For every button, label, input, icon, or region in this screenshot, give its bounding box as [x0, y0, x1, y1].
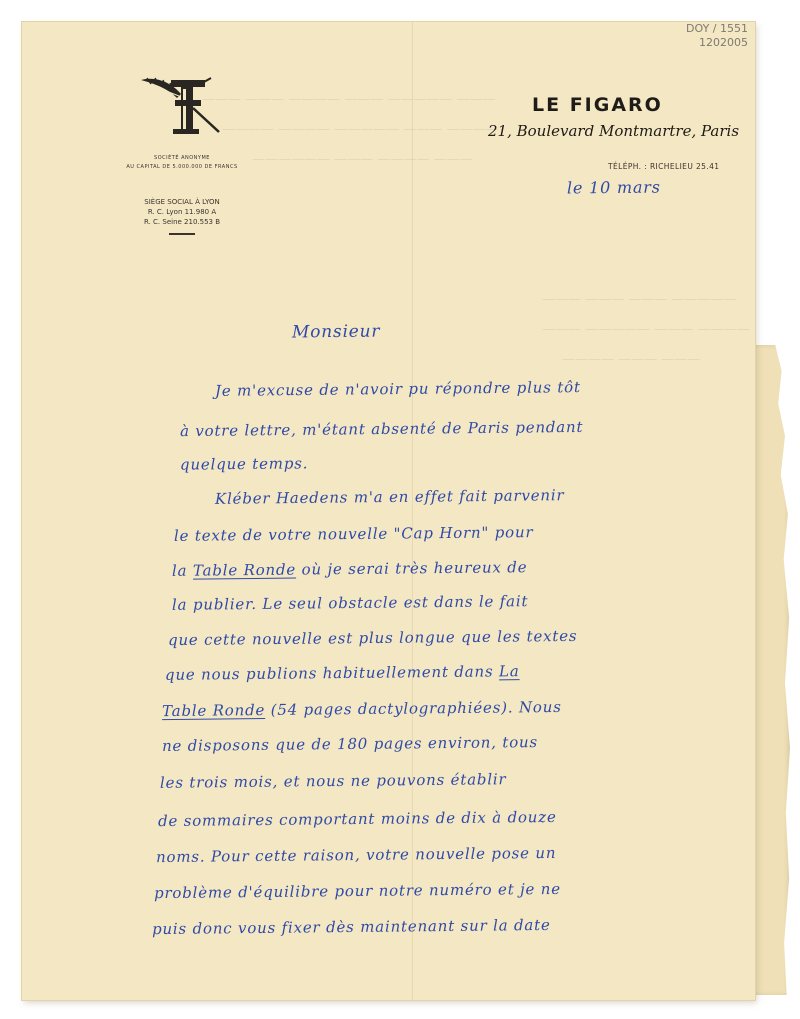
registered-office-info — [112, 197, 252, 235]
newspaper-masthead: LE FIGARO — [532, 94, 663, 116]
bleed-through-text: ——— ——— ———— — [562, 352, 701, 367]
letter-line: quelque temps. — [179, 454, 309, 474]
archive-reference — [658, 22, 748, 50]
company-legal-info — [92, 154, 272, 172]
letter-line: Je m'excuse de n'avoir pu répondre plus tôt — [214, 378, 581, 400]
letter-line: que nous publions habituellement dans La — [164, 662, 520, 684]
letter-line: puis donc vous fixer dès maintenant sur la date — [151, 915, 551, 939]
figaro-quill-logo-icon — [137, 74, 227, 139]
letter-line: les trois mois, et nous ne pouvons établir — [159, 770, 507, 792]
archive-ref-line2: 1202005 — [699, 36, 748, 49]
letter-line: Table Ronde (54 pages dactylographiées). Nous — [161, 697, 562, 721]
letter-line: le texte de votre nouvelle "Cap Horn" pour — [173, 523, 534, 545]
company-type: SOCIÉTÉ ANONYME — [154, 155, 210, 161]
letter-date: le 10 mars — [566, 177, 661, 198]
bleed-through-text: ——— ———— ——— —————— — [252, 152, 473, 167]
telephone-number: TÉLÉPH. : RICHELIEU 25.41 — [608, 162, 720, 171]
newspaper-address: 21, Boulevard Montmartre, Paris — [488, 122, 740, 140]
bleed-through-text: ———— ——— ————— ——— — [542, 322, 750, 337]
bleed-through-text: ———— ——— ————— ———— ———— — [222, 122, 499, 137]
letter-line: la publier. Le seul obstacle est dans le fait — [171, 592, 529, 614]
letter-salutation: Monsieur — [291, 321, 381, 343]
underlined-title: Table Ronde — [192, 560, 297, 580]
registration-lyon: R. C. Lyon 11.980 A — [147, 208, 217, 216]
underlined-title: La — [498, 662, 520, 681]
letter-page — [22, 22, 755, 1000]
letter-line: que cette nouvelle est plus longue que les textes — [167, 626, 578, 650]
letter-line: de sommaires comportant moins de dix à douze — [157, 807, 557, 831]
bleed-through-text: ————— ——— ——— ——— — [542, 292, 737, 307]
letter-line: noms. Pour cette raison, votre nouvelle pose un — [155, 843, 557, 867]
bleed-through-text: ——— ————— ——— ———— ——— ——— — [202, 92, 496, 107]
letter-line: la Table Ronde où je serai très heureux de — [171, 558, 528, 580]
letter-line: problème d'équilibre pour notre numéro et je ne — [153, 879, 561, 903]
underlined-title: Table Ronde — [161, 701, 266, 721]
letter-line: Kléber Haedens m'a en effet fait parvenir — [214, 486, 565, 508]
letter-line: à votre lettre, m'étant absenté de Paris pendant — [179, 417, 584, 441]
archive-ref-line1: DOY / 1551 — [686, 22, 748, 35]
divider-rule — [169, 233, 195, 235]
letter-line: ne disposons que de 180 pages environ, tous — [161, 733, 539, 755]
seat-location: SIÈGE SOCIAL À LYON — [144, 198, 220, 206]
company-capital: AU CAPITAL DE 5.000.000 DE FRANCS — [126, 164, 238, 170]
registration-seine: R. C. Seine 210.553 B — [143, 218, 221, 226]
